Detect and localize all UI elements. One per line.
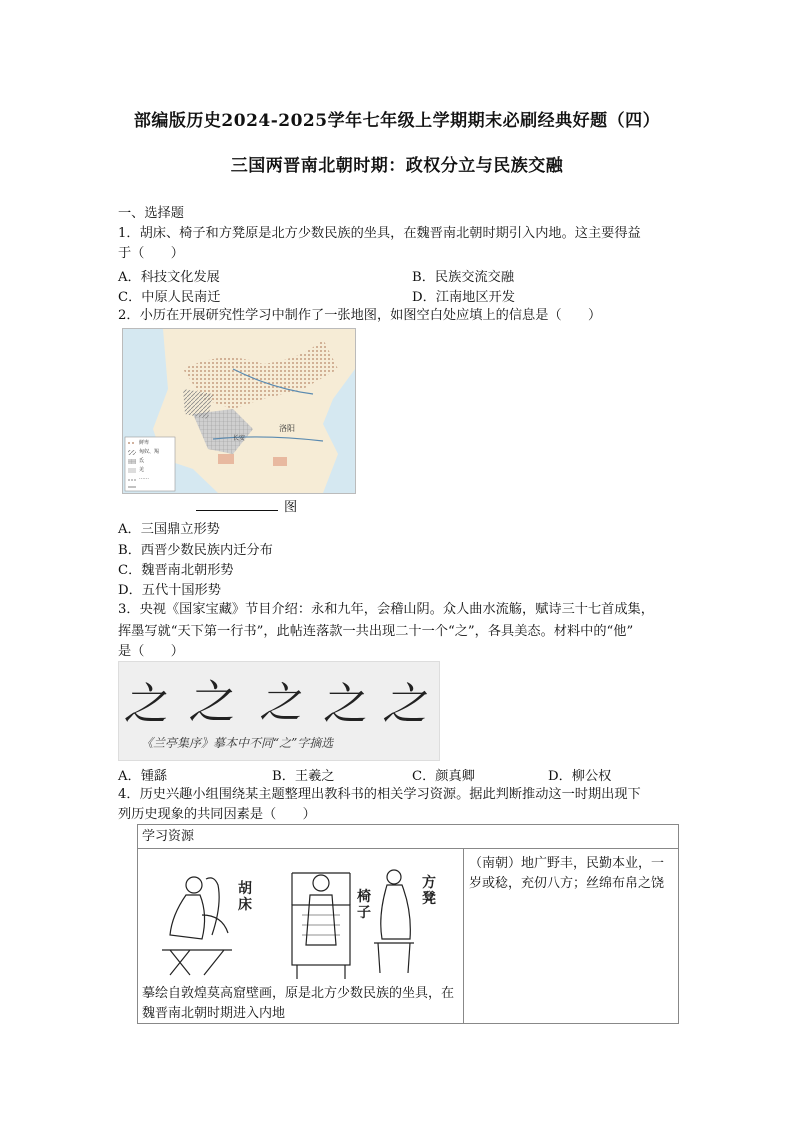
calligraphy-figure <box>118 661 440 761</box>
label-huchuang: 胡床 <box>238 881 252 913</box>
q3-option-c: C．颜真卿 <box>412 769 475 784</box>
calligraphy-char-5: 之 <box>379 679 437 730</box>
q3-option-a: A．锺繇 <box>118 769 168 784</box>
calligraphy-char-3: 之 <box>257 678 310 727</box>
map-graphic <box>123 329 355 493</box>
legend-item-5: …… <box>139 475 149 481</box>
q1-option-c: C．中原人民南迁 <box>118 290 221 305</box>
calligraphy-char-2: 之 <box>186 675 241 729</box>
q2-stem: 2．小历在开展研究性学习中制作了一张地图，如图空白处应填上的信息是（ ） <box>118 308 602 323</box>
q2-map <box>122 328 356 494</box>
q1-stem-line2: 于（ ） <box>118 246 184 261</box>
q3-stem-line2: 挥墨写就“天下第一行书”，此帖连落款一共出现二十一个“之”，各具美态。材料中的“他” <box>118 624 634 639</box>
map-blank-suffix: 图 <box>284 500 298 515</box>
label-yizi: 椅子 <box>357 889 371 921</box>
q4-stem-line1: 4．历史兴趣小组围绕某主题整理出教科书的相关学习资源。据此判断推动这一时期出现下 <box>118 787 641 802</box>
page-title: 部编版历史2024-2025学年七年级上学期期末必刷经典好题（四） <box>133 111 661 131</box>
q1-option-a: A．科技文化发展 <box>118 270 220 285</box>
q2-option-c: C．魏晋南北朝形势 <box>118 563 234 578</box>
calligraphy-char-1: 之 <box>121 679 175 730</box>
table-header: 学习资源 <box>138 825 678 849</box>
calligraphy-char-4: 之 <box>321 679 372 730</box>
map-label-changan: 长安 <box>233 435 246 442</box>
q4-resource-table <box>137 824 679 1024</box>
q3-option-b: B．王羲之 <box>272 769 335 784</box>
label-fangdeng: 方凳 <box>422 875 436 907</box>
q2-option-d: D．五代十国形势 <box>118 583 221 598</box>
q1-stem-line1: 1．胡床、椅子和方凳原是北方少数民族的坐具，在魏晋南北朝时期引入内地。这主要得益 <box>118 226 641 241</box>
legend-item-3: 氐 <box>139 458 145 464</box>
table-divider <box>463 849 464 1023</box>
furniture-drawing <box>142 855 460 981</box>
table-left-caption: 摹绘自敦煌莫高窟壁画，原是北方少数民族的坐具，在魏晋南北朝时期进入内地 <box>142 986 455 1021</box>
q2-option-b: B．西晋少数民族内迁分布 <box>118 543 273 558</box>
q1-option-d: D．江南地区开发 <box>412 290 515 305</box>
q3-stem-line3: 是（ ） <box>118 644 184 659</box>
furniture-figure <box>142 855 460 981</box>
calligraphy-caption: 《兰亭集序》摹本中不同“之”字摘选 <box>141 736 334 750</box>
legend-item-4: 羌 <box>139 467 145 473</box>
legend-item-1: 鲜卑 <box>139 440 150 446</box>
map-label-luoyang: 洛阳 <box>279 424 295 433</box>
section-heading: 一、选择题 <box>118 206 184 221</box>
q3-option-d: D．柳公权 <box>548 769 612 784</box>
legend-item-2: 匈奴、羯 <box>139 449 160 455</box>
q4-stem-line2: 列历史现象的共同因素是（ ） <box>118 807 316 822</box>
q3-stem-line1: 3．央视《国家宝藏》节目介绍：永和九年，会稽山阴。众人曲水流觞，赋诗三十七首成集， <box>118 602 654 617</box>
page-subtitle: 三国两晋南北朝时期：政权分立与民族交融 <box>230 156 564 176</box>
table-right-text: （南朝）地广野丰，民勤本业，一岁或稔，充仞八方；丝绵布帛之饶 <box>469 856 665 891</box>
blank-line <box>196 510 278 511</box>
q2-option-a: A．三国鼎立形势 <box>118 522 220 537</box>
q1-option-b: B．民族交流交融 <box>412 270 515 285</box>
